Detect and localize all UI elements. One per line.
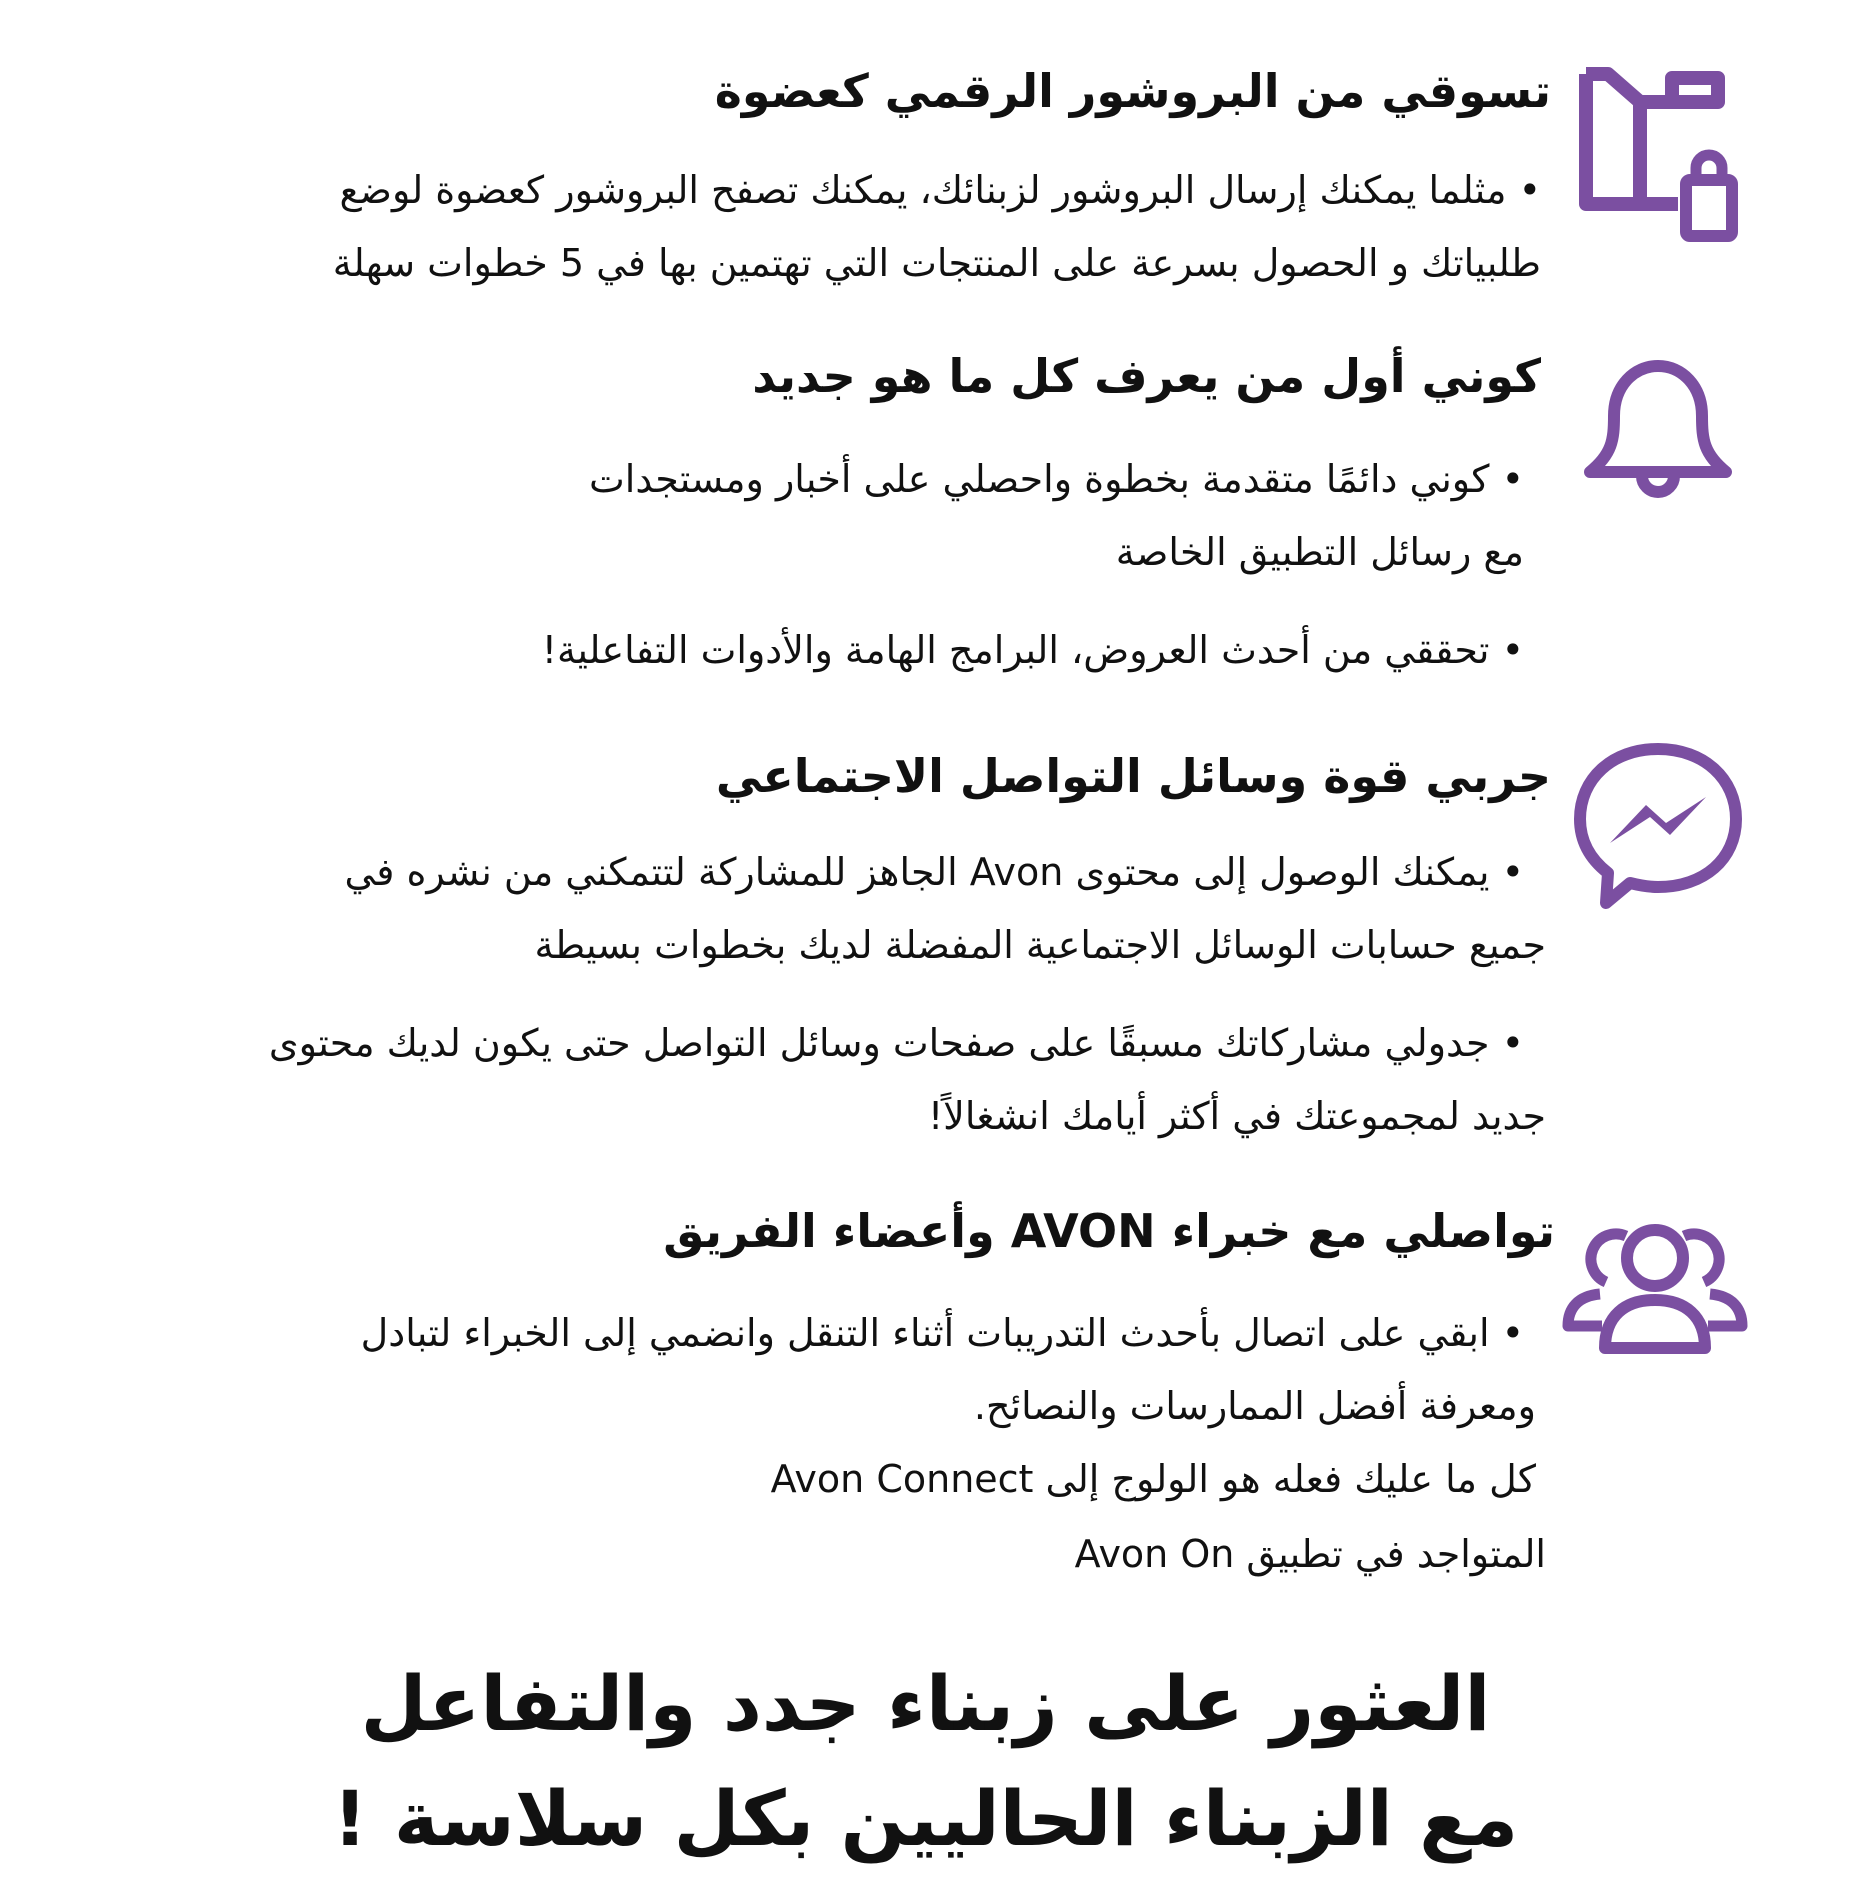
bullet-line: • تحققي من أحدث العروض، البرامج الهامة والأدوات التفاعلية! [541, 628, 1524, 672]
team-icon [1560, 1196, 1750, 1376]
bullet-line: جديد لمجموعتك في أكثر أيامك انشغالاً! [927, 1094, 1546, 1138]
section-title: كوني أول من يعرف كل ما هو جديد [752, 349, 1541, 403]
section-title: تواصلي مع خبراء AVON وأعضاء الفريق [663, 1204, 1555, 1258]
bullet-line: كل ما عليك فعله هو الولوج إلى Avon Connect [770, 1457, 1536, 1501]
messenger-icon [1568, 735, 1748, 915]
bullet-line: • ابقي على اتصال بأحدث التدريبات أثناء التنقل وانضمي إلى الخبراء لتبادل [360, 1311, 1524, 1355]
brochure-bag-icon [1568, 62, 1748, 242]
bell-icon [1568, 350, 1748, 530]
bullet-line: • مثلما يمكنك إرسال البروشور لزبنائك، يمكنك تصفح البروشور كعضوة لوضع [339, 168, 1541, 212]
bullet-line: مع رسائل التطبيق الخاصة [1115, 530, 1524, 574]
closing-headline-line-2: مع الزبناء الحاليين بكل سلاسة ! [332, 1774, 1519, 1863]
bullet-line: • كوني دائمًا متقدمة بخطوة واحصلي على أخبار ومستجدات [588, 457, 1524, 501]
bullet-line: المتواجد في تطبيق Avon On [1074, 1532, 1546, 1576]
bullet-line: • جدولي مشاركاتك مسبقًا على صفحات وسائل التواصل حتى يكون لديك محتوى [268, 1021, 1524, 1065]
closing-headline-line-1: العثور على زبناء جدد والتفاعل [360, 1659, 1491, 1748]
bullet-line: ومعرفة أفضل الممارسات والنصائح. [973, 1384, 1536, 1428]
section-title: جربي قوة وسائل التواصل الاجتماعي [715, 749, 1551, 803]
section-title: تسوقي من البروشور الرقمي كعضوة [714, 64, 1551, 118]
bullet-line: • يمكنك الوصول إلى محتوى Avon الجاهز للمشاركة لتتمكني من نشره في [344, 850, 1524, 894]
bullet-line: طلبياتك و الحصول بسرعة على المنتجات التي تهتمين بها في 5 خطوات سهلة [332, 241, 1541, 285]
bullet-line: جميع حسابات الوسائل الاجتماعية المفضلة لديك بخطوات بسيطة [534, 923, 1546, 967]
